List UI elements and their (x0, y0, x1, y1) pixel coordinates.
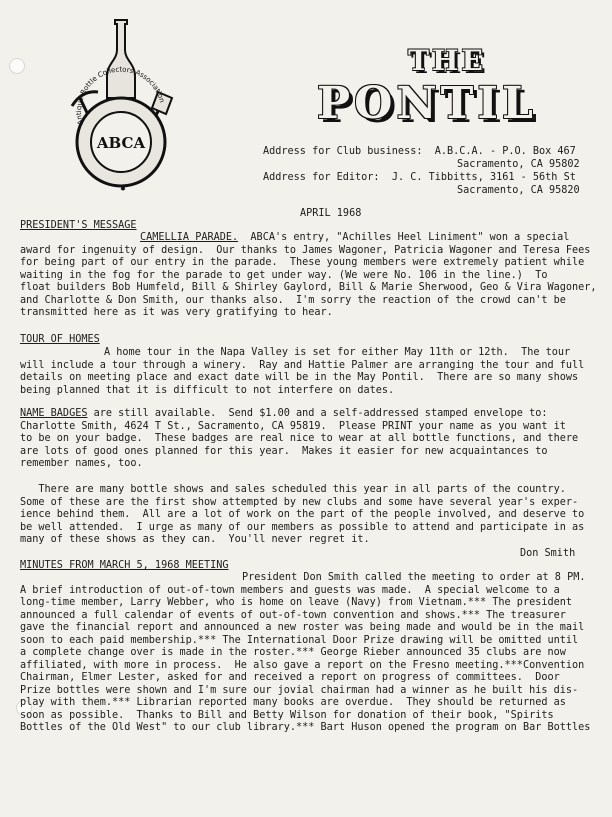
minutes-line: gave the financial report and announced a new roster was being made and would be in the mail (20, 622, 585, 633)
tour-line: will include a tour through a winery. Ray and Hattie Palmer are arranging the tour and full (20, 359, 585, 371)
logo-ring-text: Antique Bottle Collectors Association (74, 65, 166, 126)
badges-line: are lots of good ones planned for this year. Makes it easier for new acquaintances to (20, 445, 548, 457)
shows-line: Some of these are the first show attempted by new clubs and some have several year's exper- (20, 496, 579, 508)
issue-date: APRIL 1968 (300, 208, 362, 219)
minutes-line: play with them.*** Librarian reported many books are overdue. They should be returned as (20, 697, 566, 708)
camellia-parade-subhead: CAMELLIA PARADE. (140, 232, 239, 243)
minutes-line: Bottles of the Old West" to our club library.*** Bart Huson opened the program on Bar Bottles (20, 722, 591, 733)
club-address-line2: Sacramento, CA 95802 (457, 159, 580, 170)
minutes-line: Chairman, Elmer Lester, asked for and received a report on progress of committees. Door (20, 672, 560, 683)
president-line: ABCA's entry, "Achilles Heel Liniment" won a special (250, 232, 570, 243)
minutes-line: soon to each paid membership.*** The International Door Prize drawing will be omitted until (20, 634, 579, 646)
badges-line: to be on your badge. These badges are real nice to wear at all bottle functions, and there (20, 433, 579, 444)
president-body (20, 245, 597, 320)
president-line: transmitted here as it was very gratifying to hear. (20, 307, 333, 318)
club-address-line1: A.B.C.A. - P.O. Box 467 (434, 146, 576, 157)
badges-line: Charlotte Smith, 4624 T St., Sacramento, CA 95819. Please PRINT your name as you want it (20, 420, 566, 432)
shows-line: many of these shows as they can. You'll never regret it. (20, 534, 370, 545)
tour-line: details on meeting place and exact date will be in the May Pontil. There are so many shows (20, 372, 579, 383)
minutes-line: A brief introduction of out-of-town members and guests was made. A special welcome to a (20, 584, 560, 596)
minutes-body (20, 585, 590, 735)
badges-line: remember names, too. (20, 458, 143, 469)
president-first-line (140, 232, 569, 245)
minutes-line: President Don Smith called the meeting to order at 8 PM. (242, 572, 586, 583)
shows-line: be well attended. I urge as many of our members as possible to attend and participate in as (20, 521, 585, 533)
president-line: for being part of our entry in the parade. These young members were extremely patient while (20, 257, 585, 268)
signature: Don Smith (520, 548, 576, 559)
badges-line: are still available. Send $1.00 and a self-addressed stamped envelope to: (87, 408, 548, 419)
address-block (263, 145, 580, 197)
president-line: waiting in the fog for the parade to get under way. (We were No. 106 in the line.) To (20, 269, 548, 281)
tour-body (20, 360, 584, 398)
minutes-line: a complete change over is made in the roster.*** George Rieber announced 35 clubs are now (20, 647, 566, 658)
shows-line: ience behind them. All are a lot of work on the part of the people involved, and deserve to (20, 509, 585, 520)
minutes-line: Prize bottles were shown and I'm sure our jovial chairman had a winner as he built his dis- (20, 684, 579, 696)
shows-body (20, 484, 584, 547)
president-line: and Charlotte & Don Smith, our thanks also. I'm sorry the reaction of the crowd can't be (20, 294, 566, 306)
minutes-line: long-time member, Larry Webber, who is home on leave (Navy) from Vietnam.*** The president (20, 597, 573, 608)
editor-address-line1: J. C. Tibbitts, 3161 - 56th St (391, 172, 576, 183)
tour-line: A home tour in the Napa Valley is set for either May 11th or 12th. The tour (104, 347, 571, 358)
name-badges-heading: NAME BADGES (20, 408, 88, 419)
club-address-label: Address for Club business: (263, 146, 423, 157)
editor-address-label: Address for Editor: (263, 172, 380, 183)
president-line: float builders Bob Humfeld, Bill & Shirley Gaylord, Bill & Marie Sherwood, Geo & Vira Wagoner, (20, 282, 597, 293)
logo-abca-text: ABCA (96, 134, 146, 152)
shows-line: There are many bottle shows and sales scheduled this year in all parts of the country. (20, 484, 566, 495)
presidents-message-heading: PRESIDENT'S MESSAGE (20, 220, 137, 231)
badges-first-line (20, 408, 547, 421)
minutes-heading: MINUTES FROM MARCH 5, 1968 MEETING (20, 560, 229, 571)
abca-logo (66, 14, 176, 200)
president-line: award for ingenuity of design. Our thanks to James Wagoner, Patricia Wagoner and Teresa Fees (20, 244, 591, 256)
minutes-line: announced a full calendar of events of out-of-town convention and shows.*** The treasurer (20, 609, 566, 621)
masthead (262, 44, 592, 130)
minutes-line: affiliated, with more in process. He also gave a report on the Fresno meeting.***Convention (20, 659, 585, 671)
masthead-the: THE (408, 44, 486, 77)
tour-line: being planned that it is difficult to not interfere on dates. (20, 384, 395, 396)
masthead-title: PONTIL (317, 78, 537, 129)
editor-address-line2: Sacramento, CA 95820 (457, 185, 580, 196)
tour-heading: TOUR OF HOMES (20, 334, 100, 345)
binder-hole (9, 58, 25, 74)
minutes-line: soon as possible. Thanks to Bill and Betty Wilson for donation of their book, "Spirits (20, 709, 554, 721)
badges-body (20, 421, 578, 471)
